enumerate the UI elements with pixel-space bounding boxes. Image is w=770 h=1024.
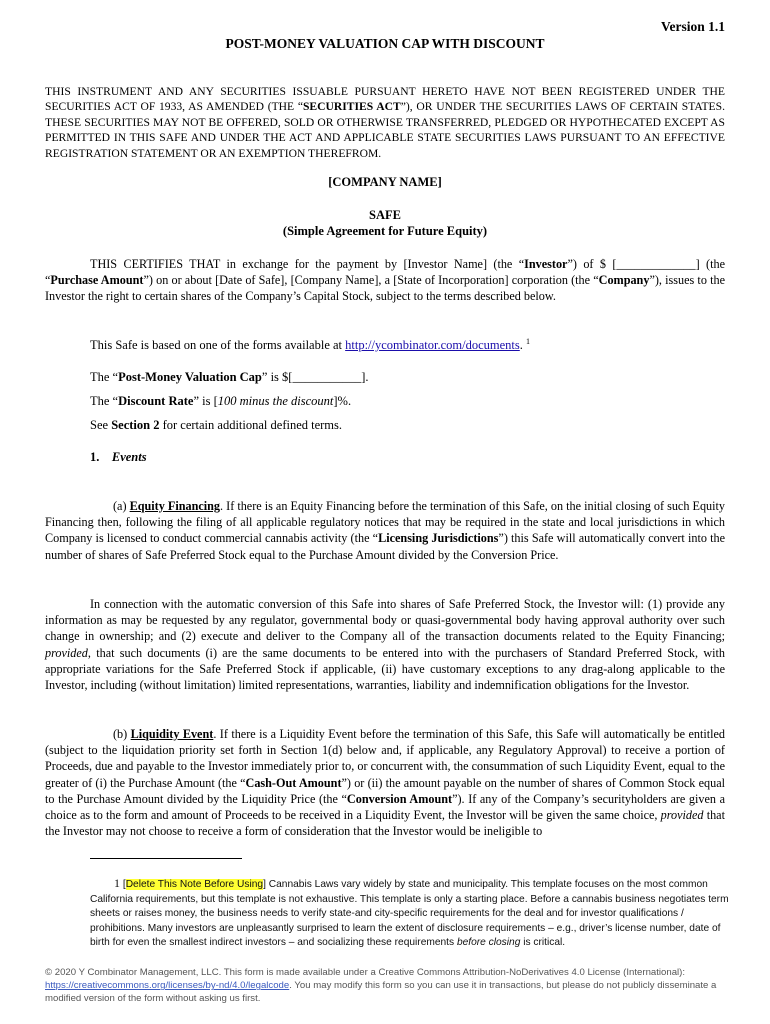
certifies-paragraph: THIS CERTIFIES THAT in exchange for the payment by [Investor Name] (the “Investor”) of $ [_____________] (the “Purchase Amount”) on or about [Date of Safe], [Company Name], a [State of Incorporation] corporation (the “Company”), issues to the Investor the right to certain shares of the Company’s Capital Stock, subject to the terms described below.	[45, 257, 726, 304]
safe-subtitle: (Simple Agreement for Future Equity)	[282, 224, 488, 238]
valuation-cap-line: The “Post-Money Valuation Cap” is $[___________].	[90, 370, 369, 384]
section-1-heading: 1. Events	[90, 450, 147, 464]
forms-availability-line: This Safe is based on one of the forms available at http://ycombinator.com/documents. $^1$	[90, 337, 531, 353]
footnote-ref[interactable]: 1	[526, 337, 531, 346]
highlighted-note: Delete This Note Before Using	[125, 879, 264, 890]
see-section-line: See Section 2 for certain additional defined terms.	[90, 418, 343, 432]
safe-heading: SAFE	[369, 208, 401, 222]
liquidity-event-paragraph: (b) Liquidity Event. If there is a Liquidity Event before the termination of this Safe, this Safe will automatically be entitled (subject to the liquidation priority set forth in Section 1(d) below and, if applicable, any Regulatory Approval) to receive a portion of Proceeds, due and payable to the Investor immediately prior to, or concurrent with, the consummation of such Liquidity Event, equal to the greater of (i) the Purchase Amount (the “Cash-Out Amount”) or (ii) the amount payable on the number of shares of Common Stock equal to the Purchase Amount divided by the Liquidity Price (the “Conversion Amount”). If any of the Company’s securityholders are given a choice as to the form and amount of Proceeds to be received in a Liquidity Event, the Investor will be given the same choice, provided that the Investor may not choose to receive a form of consideration that the Investor would be ineligible to	[45, 727, 725, 839]
equity-financing-paragraph: (a) Equity Financing. If there is an Equity Financing before the termination of this Safe, on the initial closing of such Equity Financing then, following the filing of all applicable regulatory notices that may be required in the state and local jurisdictions in which Company is licensed to conduct commercial cannabis activity (the “Licensing Jurisdictions”) this Safe will automatically convert into the number of shares of Safe Preferred Stock equal to the Purchase Amount divided by the Conversion Price.	[45, 499, 725, 562]
company-name-heading: [COMPANY NAME]	[328, 175, 442, 189]
document-title: POST-MONEY VALUATION CAP WITH DISCOUNT	[225, 36, 545, 51]
discount-rate-line: The “Discount Rate” is [100 minus the discount]%.	[90, 394, 352, 408]
conversion-connection-paragraph: In connection with the automatic conversion of this Safe into shares of Safe Preferred Stock, the Investor will: (1) provide any information as may be requested by any regulator, governmental body or quasi-governmental body having approval authority over such change in ownership; and (2) execute and deliver to the Company all of the transaction documents related to the Equity Financing; provided, that such documents (i) are the same documents to be entered into with the purchasers of Standard Preferred Stock, with appropriate variations for the Safe Preferred Stock if applicable, (ii) have customary exceptions to any drag-along applicable to the Investor, including (without limitation) limited representations, warranties, liability and indemnification obligations for the Investor.	[45, 597, 725, 693]
creative-commons-link[interactable]: https://creativecommons.org/licenses/by-nd/4.0/legalcode	[45, 980, 290, 992]
footnote-1: 1 [Delete This Note Before Using] Cannabis Laws vary widely by state and municipality. This template focuses on the most common California requirements, but this template is not exhaustive. This template is only a starting place. Before a cannabis business negotiates term sheets or raises money, the business needs to verify state-and city-specific requirements for the deal and for investor qualifications / prohibitions. Many investors are unpleasantly surprised to learn the extent of disclosure requirements – e.g., driver’s license number, date of birth for even the smallest indirect investors – and socializing these requirements before closing is critical.	[90, 876, 729, 949]
footnote-number: 1	[114, 876, 120, 890]
footnote-divider	[90, 858, 242, 859]
version-label: Version 1.1	[660, 19, 725, 34]
securities-legend: THIS INSTRUMENT AND ANY SECURITIES ISSUABLE PURSUANT HERETO HAVE NOT BEEN REGISTERED UNDER THE SECURITIES ACT OF 1933, AS AMENDED (THE “SECURITIES ACT”), OR UNDER THE SECURITIES LAWS OF CERTAIN STATES. THESE SECURITIES MAY NOT BE OFFERED, SOLD OR OTHERWISE TRANSFERRED, PLEDGED OR HYPOTHECATED EXCEPT AS PERMITTED IN THIS SAFE AND UNDER THE ACT AND APPLICABLE STATE SECURITIES LAWS PURSUANT TO AN EFFECTIVE REGISTRATION STATEMENT OR AN EXEMPTION THEREFROM.	[45, 85, 725, 160]
copyright-notice: © 2020 Y Combinator Management, LLC. This form is made available under a Creative Commons Attribution-NoDerivatives 4.0 License (International): https://creativecommons.org/licenses/by-nd/4.0/legalcode. You may modify this form so you can use it in transactions, but please do not publicly disseminate a modified version of the form without asking us first.	[45, 967, 717, 1005]
ycombinator-documents-link[interactable]: http://ycombinator.com/documents	[345, 338, 520, 353]
